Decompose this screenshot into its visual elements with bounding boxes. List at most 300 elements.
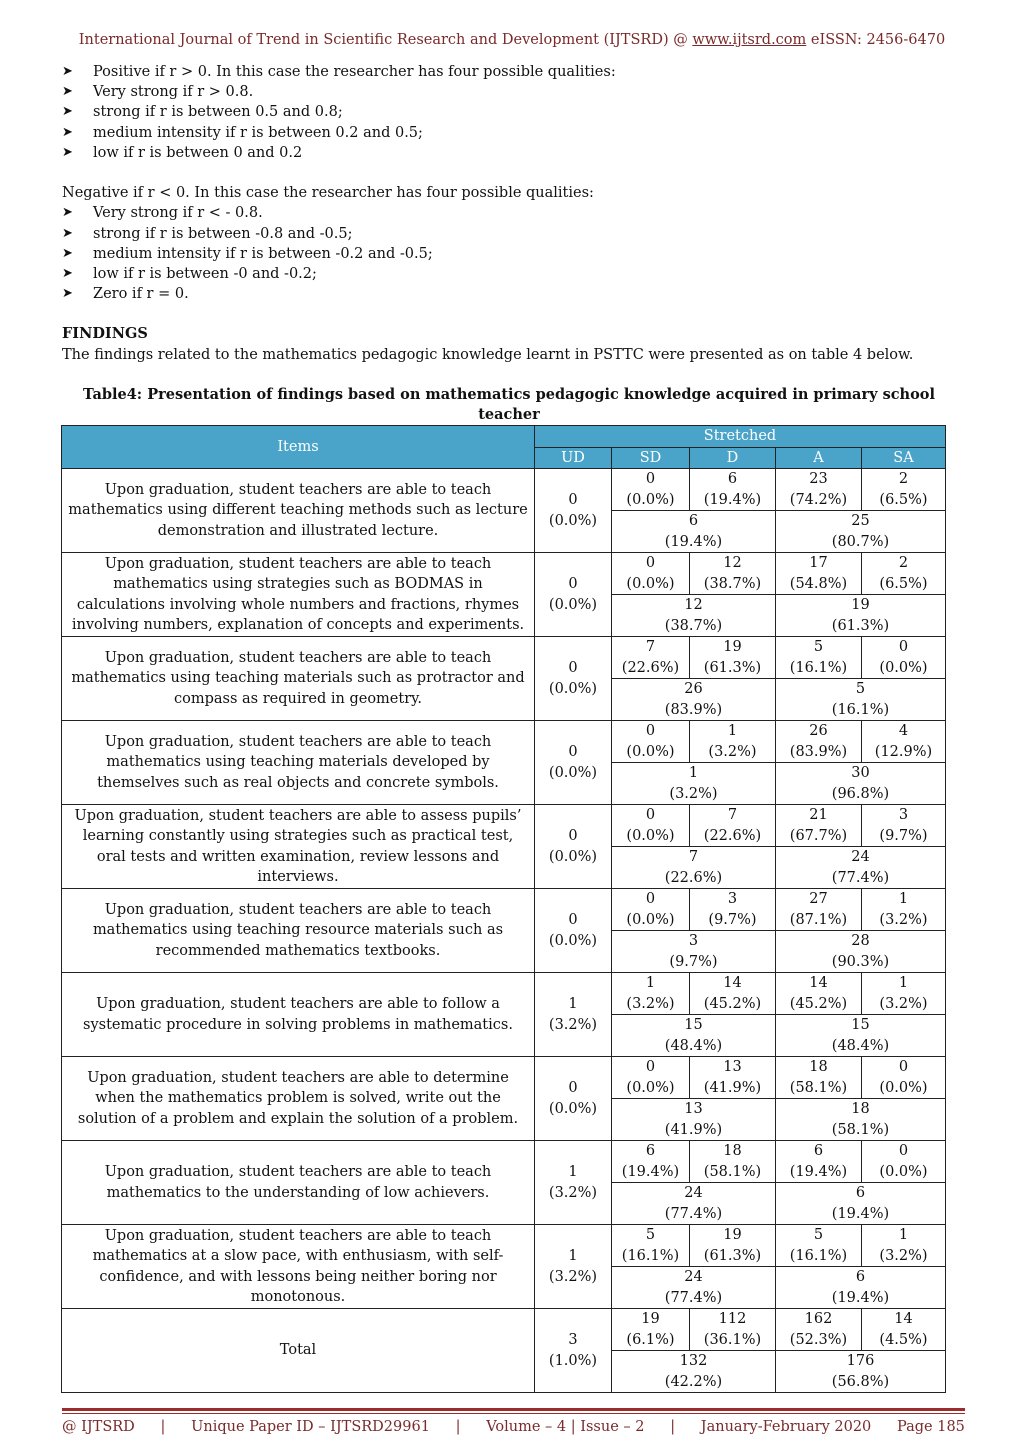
a-cell-percent: (16.1%) bbox=[789, 1247, 848, 1264]
d-cell-percent: (38.7%) bbox=[703, 575, 762, 592]
agree-total-cell bbox=[776, 511, 946, 553]
sd-cell-percent: (0.0%) bbox=[626, 491, 675, 508]
sa-cell-count: 0 bbox=[898, 1059, 909, 1075]
a-cell-count: 23 bbox=[809, 471, 828, 487]
sa-cell bbox=[862, 805, 946, 847]
sa-cell-percent: (3.2%) bbox=[879, 1247, 928, 1264]
d-cell-count: 19 bbox=[723, 639, 742, 655]
d-cell-count: 18 bbox=[723, 1143, 742, 1159]
d-cell bbox=[690, 1309, 776, 1351]
disagree-total-cell-percent: (9.7%) bbox=[669, 953, 718, 970]
d-cell-count: 3 bbox=[727, 891, 738, 907]
a-cell bbox=[776, 553, 862, 595]
sd-cell-percent: (0.0%) bbox=[626, 911, 675, 928]
sa-cell-count: 1 bbox=[898, 1227, 909, 1243]
a-cell-percent: (52.3%) bbox=[789, 1331, 848, 1348]
arrowhead-bullet-icon: ➤ bbox=[62, 144, 73, 160]
d-cell-count: 1 bbox=[727, 723, 738, 739]
disagree-total-cell bbox=[612, 1267, 776, 1309]
sa-cell bbox=[862, 973, 946, 1015]
agree-total-cell bbox=[776, 931, 946, 973]
ud-cell-percent: (0.0%) bbox=[548, 680, 598, 697]
disagree-total-cell-percent: (48.4%) bbox=[664, 1037, 723, 1054]
table-row bbox=[62, 1141, 946, 1183]
ud-cell-count: 0 bbox=[568, 912, 578, 928]
agree-total-cell-percent: (61.3%) bbox=[831, 617, 890, 634]
item-text: Upon graduation, student teachers are able to follow a systematic procedure in solving problems in mathematics. bbox=[62, 973, 535, 1057]
agree-total-cell-count: 5 bbox=[855, 681, 866, 697]
agree-total-cell-count: 25 bbox=[851, 513, 870, 529]
positive-bullet: medium intensity if r is between 0.2 and 0.5; bbox=[93, 124, 423, 141]
agree-total-cell-count: 18 bbox=[851, 1101, 870, 1117]
sa-cell-count: 0 bbox=[898, 639, 909, 655]
ud-cell-count: 3 bbox=[568, 1332, 578, 1348]
sd-cell-percent: (22.6%) bbox=[621, 659, 680, 676]
item-text: Upon graduation, student teachers are able to teach mathematics using different teaching methods such as lecture demonstration and illustrated lecture. bbox=[62, 469, 535, 553]
agree-total-cell-percent: (56.8%) bbox=[831, 1373, 890, 1390]
a-cell bbox=[776, 973, 862, 1015]
a-cell-count: 18 bbox=[809, 1059, 828, 1075]
ud-cell-percent: (3.2%) bbox=[548, 1016, 598, 1033]
disagree-total-cell bbox=[612, 1015, 776, 1057]
sd-cell-count: 6 bbox=[645, 1143, 656, 1159]
sd-cell-percent: (0.0%) bbox=[626, 827, 675, 844]
ud-cell-percent: (1.0%) bbox=[548, 1352, 598, 1369]
sa-cell-percent: (0.0%) bbox=[879, 1079, 928, 1096]
table-row bbox=[62, 469, 946, 511]
arrowhead-bullet-icon: ➤ bbox=[62, 245, 73, 261]
journal-website-link[interactable]: www.ijtsrd.com bbox=[692, 32, 807, 48]
bullet-item bbox=[62, 264, 956, 284]
ud-cell bbox=[535, 553, 612, 637]
sd-cell-count: 0 bbox=[645, 723, 656, 739]
bullet-item bbox=[62, 82, 956, 102]
header-text-before: International Journal of Trend in Scientific Research and Development (IJTSRD) @ bbox=[78, 32, 693, 48]
disagree-total-cell-count: 3 bbox=[688, 933, 699, 949]
table-caption-line1: Table4: Presentation of findings based on mathematics pedagogic knowledge acquired in primary school teacher bbox=[83, 386, 935, 424]
agree-total-cell-percent: (19.4%) bbox=[831, 1205, 890, 1222]
ud-cell-count: 0 bbox=[568, 576, 578, 592]
sd-cell-percent: (0.0%) bbox=[626, 743, 675, 760]
a-cell-percent: (58.1%) bbox=[789, 1079, 848, 1096]
sa-cell bbox=[862, 889, 946, 931]
d-cell-count: 12 bbox=[723, 555, 742, 571]
agree-total-cell-percent: (58.1%) bbox=[831, 1121, 890, 1138]
arrowhead-bullet-icon: ➤ bbox=[62, 265, 73, 281]
ud-cell-count: 1 bbox=[568, 1248, 578, 1264]
d-cell bbox=[690, 1057, 776, 1099]
a-cell-percent: (54.8%) bbox=[789, 575, 848, 592]
findings-heading: FINDINGS bbox=[62, 325, 148, 343]
disagree-total-cell-percent: (77.4%) bbox=[664, 1289, 723, 1306]
ud-cell bbox=[535, 889, 612, 973]
footer-date: January-February 2020 bbox=[700, 1419, 872, 1435]
ud-cell bbox=[535, 973, 612, 1057]
a-cell bbox=[776, 721, 862, 763]
sd-cell-count: 0 bbox=[645, 1059, 656, 1075]
a-cell-count: 5 bbox=[813, 639, 824, 655]
ud-cell bbox=[535, 1141, 612, 1225]
d-cell bbox=[690, 1225, 776, 1267]
a-cell bbox=[776, 1309, 862, 1351]
ud-cell-count: 0 bbox=[568, 744, 578, 760]
disagree-total-cell bbox=[612, 679, 776, 721]
sa-cell-count: 2 bbox=[898, 555, 909, 571]
sa-cell-count: 1 bbox=[898, 891, 909, 907]
agree-total-cell-percent: (19.4%) bbox=[831, 1289, 890, 1306]
ud-cell-percent: (0.0%) bbox=[548, 764, 598, 781]
agree-total-cell bbox=[776, 847, 946, 889]
a-cell-count: 162 bbox=[804, 1311, 833, 1327]
disagree-total-cell-count: 24 bbox=[684, 1269, 703, 1285]
disagree-total-cell bbox=[612, 595, 776, 637]
arrowhead-bullet-icon: ➤ bbox=[62, 286, 73, 302]
d-cell-percent: (45.2%) bbox=[703, 995, 762, 1012]
bullet-item bbox=[62, 203, 956, 223]
ud-cell bbox=[535, 637, 612, 721]
sd-cell bbox=[612, 973, 690, 1015]
ud-cell-percent: (3.2%) bbox=[548, 1268, 598, 1285]
d-cell-percent: (19.4%) bbox=[703, 491, 762, 508]
a-cell-percent: (87.1%) bbox=[789, 911, 848, 928]
negative-intro: Negative if r < 0. In this case the researcher has four possible qualities: bbox=[62, 185, 594, 202]
disagree-total-cell bbox=[612, 511, 776, 553]
a-cell-percent: (19.4%) bbox=[789, 1163, 848, 1180]
d-cell-count: 6 bbox=[727, 471, 738, 487]
footer-divider-thin bbox=[62, 1413, 965, 1414]
body-content bbox=[62, 62, 956, 446]
col-header-d: D bbox=[690, 447, 776, 469]
positive-bullet: low if r is between 0 and 0.2 bbox=[93, 144, 303, 161]
d-cell bbox=[690, 973, 776, 1015]
footer-paper-id: Unique Paper ID – IJTSRD29961 bbox=[191, 1419, 430, 1435]
agree-total-cell bbox=[776, 679, 946, 721]
negative-bullet: medium intensity if r is between -0.2 and -0.5; bbox=[93, 245, 433, 262]
d-cell-count: 14 bbox=[723, 975, 742, 991]
disagree-total-cell bbox=[612, 1183, 776, 1225]
ud-cell-count: 0 bbox=[568, 1080, 578, 1096]
disagree-total-cell-count: 6 bbox=[688, 513, 699, 529]
sa-cell-count: 1 bbox=[898, 975, 909, 991]
disagree-total-cell-count: 26 bbox=[684, 681, 703, 697]
agree-total-cell bbox=[776, 1183, 946, 1225]
agree-total-cell-count: 6 bbox=[855, 1185, 866, 1201]
item-text: Upon graduation, student teachers are able to teach mathematics to the understanding of low achievers. bbox=[62, 1141, 535, 1225]
sd-cell-count: 0 bbox=[645, 555, 656, 571]
item-text: Upon graduation, student teachers are able to assess pupils’ learning constantly using strategies such as practical test, oral tests and written examination, review lessons and interviews. bbox=[62, 805, 535, 889]
footer-page: Page 185 bbox=[897, 1419, 965, 1435]
sa-cell bbox=[862, 1057, 946, 1099]
bullet-item bbox=[62, 102, 956, 122]
d-cell bbox=[690, 1141, 776, 1183]
sa-cell bbox=[862, 1141, 946, 1183]
sd-cell-count: 19 bbox=[641, 1311, 660, 1327]
table-row bbox=[62, 805, 946, 847]
stretched-header: Stretched bbox=[535, 426, 946, 448]
disagree-total-cell bbox=[612, 847, 776, 889]
a-cell-count: 17 bbox=[809, 555, 828, 571]
sa-cell-percent: (0.0%) bbox=[879, 1163, 928, 1180]
negative-bullet: strong if r is between -0.8 and -0.5; bbox=[93, 225, 353, 242]
table-body bbox=[62, 469, 946, 1393]
agree-total-cell bbox=[776, 1015, 946, 1057]
disagree-total-cell bbox=[612, 763, 776, 805]
disagree-total-cell-count: 7 bbox=[688, 849, 699, 865]
d-cell-percent: (9.7%) bbox=[708, 911, 757, 928]
col-header-sa: SA bbox=[862, 447, 946, 469]
disagree-total-cell bbox=[612, 931, 776, 973]
ud-cell-percent: (0.0%) bbox=[548, 848, 598, 865]
agree-total-cell-count: 19 bbox=[851, 597, 870, 613]
sa-cell-percent: (3.2%) bbox=[879, 995, 928, 1012]
disagree-total-cell-count: 15 bbox=[684, 1017, 703, 1033]
ud-cell-count: 0 bbox=[568, 492, 578, 508]
ud-cell-percent: (0.0%) bbox=[548, 932, 598, 949]
sa-cell-percent: (6.5%) bbox=[879, 491, 928, 508]
sd-cell-count: 0 bbox=[645, 807, 656, 823]
disagree-total-cell-percent: (41.9%) bbox=[664, 1121, 723, 1138]
footer-volume: Volume – 4 | Issue – 2 bbox=[486, 1419, 645, 1435]
disagree-total-cell-count: 24 bbox=[684, 1185, 703, 1201]
arrowhead-bullet-icon: ➤ bbox=[62, 64, 73, 79]
d-cell-percent: (41.9%) bbox=[703, 1079, 762, 1096]
disagree-total-cell-percent: (42.2%) bbox=[664, 1373, 723, 1390]
col-header-sd: SD bbox=[612, 447, 690, 469]
footer-divider bbox=[62, 1408, 965, 1411]
table-row bbox=[62, 1057, 946, 1099]
d-cell-count: 112 bbox=[718, 1311, 747, 1327]
total-label: Total bbox=[62, 1309, 535, 1393]
sd-cell-percent: (6.1%) bbox=[626, 1331, 675, 1348]
disagree-total-cell-count: 13 bbox=[684, 1101, 703, 1117]
header-text-after: eISSN: 2456-6470 bbox=[806, 32, 946, 48]
sd-cell-percent: (0.0%) bbox=[626, 1079, 675, 1096]
d-cell bbox=[690, 805, 776, 847]
ud-cell-percent: (0.0%) bbox=[548, 596, 598, 613]
sa-cell bbox=[862, 637, 946, 679]
negative-bullet: Zero if r = 0. bbox=[93, 286, 189, 303]
sd-cell bbox=[612, 1057, 690, 1099]
table-row bbox=[62, 889, 946, 931]
a-cell bbox=[776, 469, 862, 511]
sd-cell-count: 7 bbox=[645, 639, 656, 655]
sd-cell bbox=[612, 1309, 690, 1351]
sa-cell-percent: (12.9%) bbox=[874, 743, 933, 760]
disagree-total-cell-percent: (83.9%) bbox=[664, 701, 723, 718]
agree-total-cell-count: 30 bbox=[851, 765, 870, 781]
agree-total-cell bbox=[776, 1267, 946, 1309]
d-cell-percent: (61.3%) bbox=[703, 1247, 762, 1264]
sa-cell bbox=[862, 553, 946, 595]
disagree-total-cell-count: 1 bbox=[688, 765, 699, 781]
a-cell bbox=[776, 1057, 862, 1099]
bullet-item bbox=[62, 143, 956, 163]
sd-cell bbox=[612, 805, 690, 847]
a-cell bbox=[776, 1141, 862, 1183]
ud-cell-count: 0 bbox=[568, 660, 578, 676]
sa-cell bbox=[862, 721, 946, 763]
agree-total-cell-percent: (48.4%) bbox=[831, 1037, 890, 1054]
disagree-total-cell bbox=[612, 1099, 776, 1141]
sa-cell bbox=[862, 1309, 946, 1351]
sd-cell bbox=[612, 553, 690, 595]
sd-cell-percent: (0.0%) bbox=[626, 575, 675, 592]
sa-cell bbox=[862, 1225, 946, 1267]
agree-total-cell-percent: (96.8%) bbox=[831, 785, 890, 802]
findings-text: The findings related to the mathematics pedagogic knowledge learnt in PSTTC were presented as on table 4 below. bbox=[62, 346, 914, 363]
d-cell bbox=[690, 721, 776, 763]
footer-separator: | bbox=[160, 1419, 166, 1435]
agree-total-cell-percent: (16.1%) bbox=[831, 701, 890, 718]
a-cell bbox=[776, 637, 862, 679]
sd-cell bbox=[612, 637, 690, 679]
item-text: Upon graduation, student teachers are able to teach mathematics using teaching materials developed by themselves such as real objects and concrete symbols. bbox=[62, 721, 535, 805]
d-cell-count: 13 bbox=[723, 1059, 742, 1075]
a-cell-percent: (16.1%) bbox=[789, 659, 848, 676]
a-cell bbox=[776, 1225, 862, 1267]
ud-cell bbox=[535, 721, 612, 805]
table-row bbox=[62, 553, 946, 595]
table-row bbox=[62, 721, 946, 763]
d-cell-count: 19 bbox=[723, 1227, 742, 1243]
sd-cell bbox=[612, 721, 690, 763]
sd-cell-count: 0 bbox=[645, 891, 656, 907]
disagree-total-cell-count: 12 bbox=[684, 597, 703, 613]
agree-total-cell bbox=[776, 1351, 946, 1393]
sa-cell bbox=[862, 469, 946, 511]
d-cell bbox=[690, 553, 776, 595]
agree-total-cell-count: 6 bbox=[855, 1269, 866, 1285]
sd-cell bbox=[612, 1141, 690, 1183]
ud-cell bbox=[535, 469, 612, 553]
a-cell-count: 6 bbox=[813, 1143, 824, 1159]
positive-intro: Positive if r > 0. In this case the researcher has four possible qualities: bbox=[93, 64, 616, 80]
sa-cell-count: 2 bbox=[898, 471, 909, 487]
bullet-item bbox=[62, 284, 956, 304]
a-cell-count: 5 bbox=[813, 1227, 824, 1243]
ud-cell-count: 1 bbox=[568, 1164, 578, 1180]
items-header: Items bbox=[62, 426, 535, 469]
item-text: Upon graduation, student teachers are able to teach mathematics using teaching resource materials such as recommended mathematics textbooks. bbox=[62, 889, 535, 973]
sd-cell-percent: (16.1%) bbox=[621, 1247, 680, 1264]
ud-cell-count: 1 bbox=[568, 996, 578, 1012]
agree-total-cell-count: 15 bbox=[851, 1017, 870, 1033]
ud-cell-percent: (0.0%) bbox=[548, 1100, 598, 1117]
d-cell-percent: (36.1%) bbox=[703, 1331, 762, 1348]
disagree-total-cell-percent: (38.7%) bbox=[664, 617, 723, 634]
agree-total-cell bbox=[776, 1099, 946, 1141]
footer-separator: | bbox=[455, 1419, 461, 1435]
agree-total-cell-percent: (90.3%) bbox=[831, 953, 890, 970]
a-cell-percent: (67.7%) bbox=[789, 827, 848, 844]
d-cell-percent: (3.2%) bbox=[708, 743, 757, 760]
bullet-item bbox=[62, 123, 956, 143]
sa-cell-count: 4 bbox=[898, 723, 909, 739]
bullet-item bbox=[62, 224, 956, 244]
table-row bbox=[62, 637, 946, 679]
agree-total-cell-count: 24 bbox=[851, 849, 870, 865]
sd-cell bbox=[612, 1225, 690, 1267]
a-cell-count: 26 bbox=[809, 723, 828, 739]
a-cell-percent: (83.9%) bbox=[789, 743, 848, 760]
bullet-item bbox=[62, 244, 956, 264]
a-cell-count: 21 bbox=[809, 807, 828, 823]
footer-separator: | bbox=[670, 1419, 676, 1435]
a-cell-percent: (74.2%) bbox=[789, 491, 848, 508]
sd-cell bbox=[612, 469, 690, 511]
d-cell bbox=[690, 889, 776, 931]
d-cell bbox=[690, 637, 776, 679]
ud-cell-percent: (3.2%) bbox=[548, 1184, 598, 1201]
ud-cell-count: 0 bbox=[568, 828, 578, 844]
positive-bullet: strong if r is between 0.5 and 0.8; bbox=[93, 104, 343, 121]
disagree-total-cell-percent: (22.6%) bbox=[664, 869, 723, 886]
sa-cell-percent: (6.5%) bbox=[879, 575, 928, 592]
sd-cell-percent: (3.2%) bbox=[626, 995, 675, 1012]
d-cell-percent: (22.6%) bbox=[703, 827, 762, 844]
sd-cell bbox=[612, 889, 690, 931]
d-cell bbox=[690, 469, 776, 511]
a-cell-count: 27 bbox=[809, 891, 828, 907]
sa-cell-count: 3 bbox=[898, 807, 909, 823]
a-cell-percent: (45.2%) bbox=[789, 995, 848, 1012]
disagree-total-cell-count: 132 bbox=[679, 1353, 708, 1369]
bullet-item bbox=[62, 62, 956, 82]
col-header-ud: UD bbox=[535, 447, 612, 469]
positive-bullet: Very strong if r > 0.8. bbox=[93, 84, 254, 101]
arrowhead-bullet-icon: ➤ bbox=[62, 104, 73, 120]
disagree-total-cell bbox=[612, 1351, 776, 1393]
sd-cell-count: 1 bbox=[645, 975, 656, 991]
ud-cell-percent: (0.0%) bbox=[548, 512, 598, 529]
disagree-total-cell-percent: (77.4%) bbox=[664, 1205, 723, 1222]
journal-header bbox=[0, 32, 1024, 48]
d-cell-percent: (61.3%) bbox=[703, 659, 762, 676]
sa-cell-percent: (9.7%) bbox=[879, 827, 928, 844]
agree-total-cell bbox=[776, 763, 946, 805]
arrowhead-bullet-icon: ➤ bbox=[62, 124, 73, 140]
ud-cell bbox=[535, 1309, 612, 1393]
item-text: Upon graduation, student teachers are able to teach mathematics using strategies such as BODMAS in calculations involving whole numbers and fractions, rhymes involving numbers, explanation of concepts and experiments. bbox=[62, 553, 535, 637]
agree-total-cell-percent: (77.4%) bbox=[831, 869, 890, 886]
a-cell bbox=[776, 889, 862, 931]
table-row bbox=[62, 973, 946, 1015]
sa-cell-count: 0 bbox=[898, 1143, 909, 1159]
ud-cell bbox=[535, 805, 612, 889]
agree-total-cell-count: 176 bbox=[846, 1353, 875, 1369]
sd-cell-count: 0 bbox=[645, 471, 656, 487]
ud-cell bbox=[535, 1057, 612, 1141]
findings-table bbox=[61, 425, 946, 1393]
a-cell-count: 14 bbox=[809, 975, 828, 991]
sa-cell-count: 14 bbox=[894, 1311, 913, 1327]
disagree-total-cell-percent: (3.2%) bbox=[669, 785, 718, 802]
agree-total-cell-percent: (80.7%) bbox=[831, 533, 890, 550]
item-text: Upon graduation, student teachers are able to teach mathematics at a slow pace, with enthusiasm, with self-confidence, and with lessons being neither boring nor monotonous. bbox=[62, 1225, 535, 1309]
negative-bullet: low if r is between -0 and -0.2; bbox=[93, 265, 317, 282]
sa-cell-percent: (4.5%) bbox=[879, 1331, 928, 1348]
footer-journal: @ IJTSRD bbox=[62, 1419, 135, 1435]
total-row bbox=[62, 1309, 946, 1351]
sa-cell-percent: (0.0%) bbox=[879, 659, 928, 676]
item-text: Upon graduation, student teachers are able to determine when the mathematics problem is solved, write out the solution of a problem and explain the solution of a problem. bbox=[62, 1057, 535, 1141]
agree-total-cell-count: 28 bbox=[851, 933, 870, 949]
page-footer bbox=[62, 1419, 965, 1435]
sd-cell-count: 5 bbox=[645, 1227, 656, 1243]
col-header-a: A bbox=[776, 447, 862, 469]
a-cell bbox=[776, 805, 862, 847]
disagree-total-cell-percent: (19.4%) bbox=[664, 533, 723, 550]
